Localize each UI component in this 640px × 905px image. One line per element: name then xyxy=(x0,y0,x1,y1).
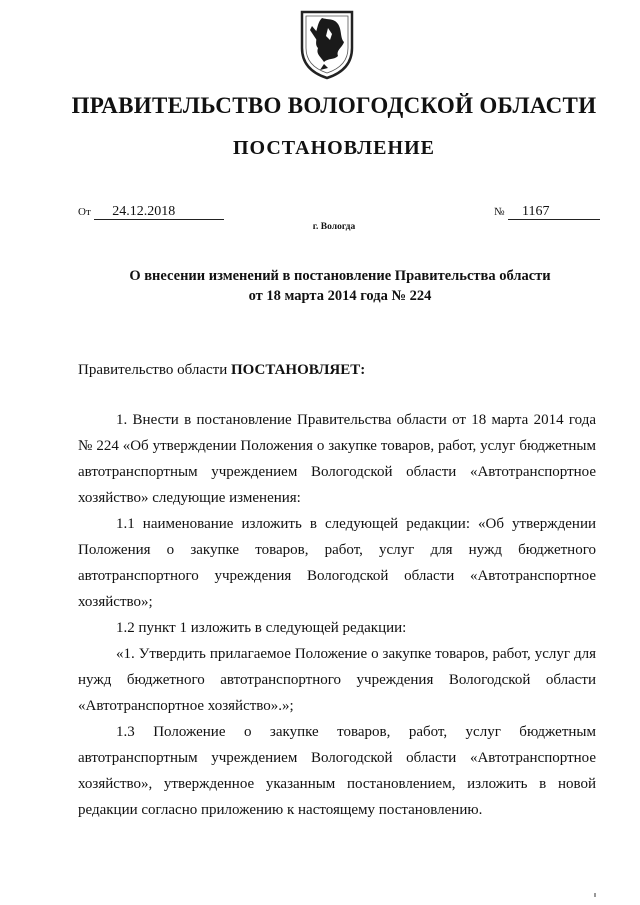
paragraph: 1.2 пункт 1 изложить в следующей редакции: xyxy=(116,620,407,636)
paragraph: 1.1 наименование изложить в следующей редакции: «Об утверждении Положения о закупке товаров, работ, услуг для нужд бюджетного автотранспортного учреждения Вологодской области «Автотранспортное хозяйство»; xyxy=(78,516,596,610)
paragraph: «1. Утвердить прилагаемое Положение о закупке товаров, работ, услуг для нужд бюджетного автотранспортного учреждения Вологодской области «Автотранспортное хозяйство».»; xyxy=(78,646,596,714)
scan-mark xyxy=(594,893,596,897)
number-value: 1167 xyxy=(508,205,600,220)
intro-statement xyxy=(78,362,365,379)
document-date xyxy=(78,204,224,220)
paragraph: 1. Внести в постановление Правительства области от 18 марта 2014 года № 224 «Об утверждении Положения о закупке товаров, работ, услуг бюджетным автотранспортным учреждением Вологодской области «Автотранспортное хозяйство» следующие изменения: xyxy=(78,412,596,506)
date-prefix: От xyxy=(78,206,91,218)
document-type: ПОСТАНОВЛЕНИЕ xyxy=(233,137,435,159)
document-body xyxy=(78,407,596,823)
date-value: 24.12.2018 xyxy=(94,205,224,220)
coat-of-arms-icon xyxy=(298,8,356,80)
subject-line: от 18 марта 2014 года № 224 xyxy=(248,288,432,304)
government-title: ПРАВИТЕЛЬСТВО ВОЛОГОДСКОЙ ОБЛАСТИ xyxy=(71,93,597,118)
subject-line: О внесении изменений в постановление Правительства области xyxy=(129,268,551,284)
intro-decree: ПОСТАНОВЛЯЕТ: xyxy=(230,362,366,378)
intro-text: Правительство области xyxy=(78,362,231,378)
number-prefix: № xyxy=(494,206,505,218)
document-subject xyxy=(60,266,620,306)
document-number xyxy=(494,204,600,220)
paragraph: 1.3 Положение о закупке товаров, работ, услуг бюджетным автотранспортным учреждением Вологодской области «Автотранспортное хозяйство», утвержденное указанным постановлением, изложить в новой редакции согласно приложению к настоящему постановлению. xyxy=(78,724,596,818)
city-label: г. Вологда xyxy=(312,222,356,232)
